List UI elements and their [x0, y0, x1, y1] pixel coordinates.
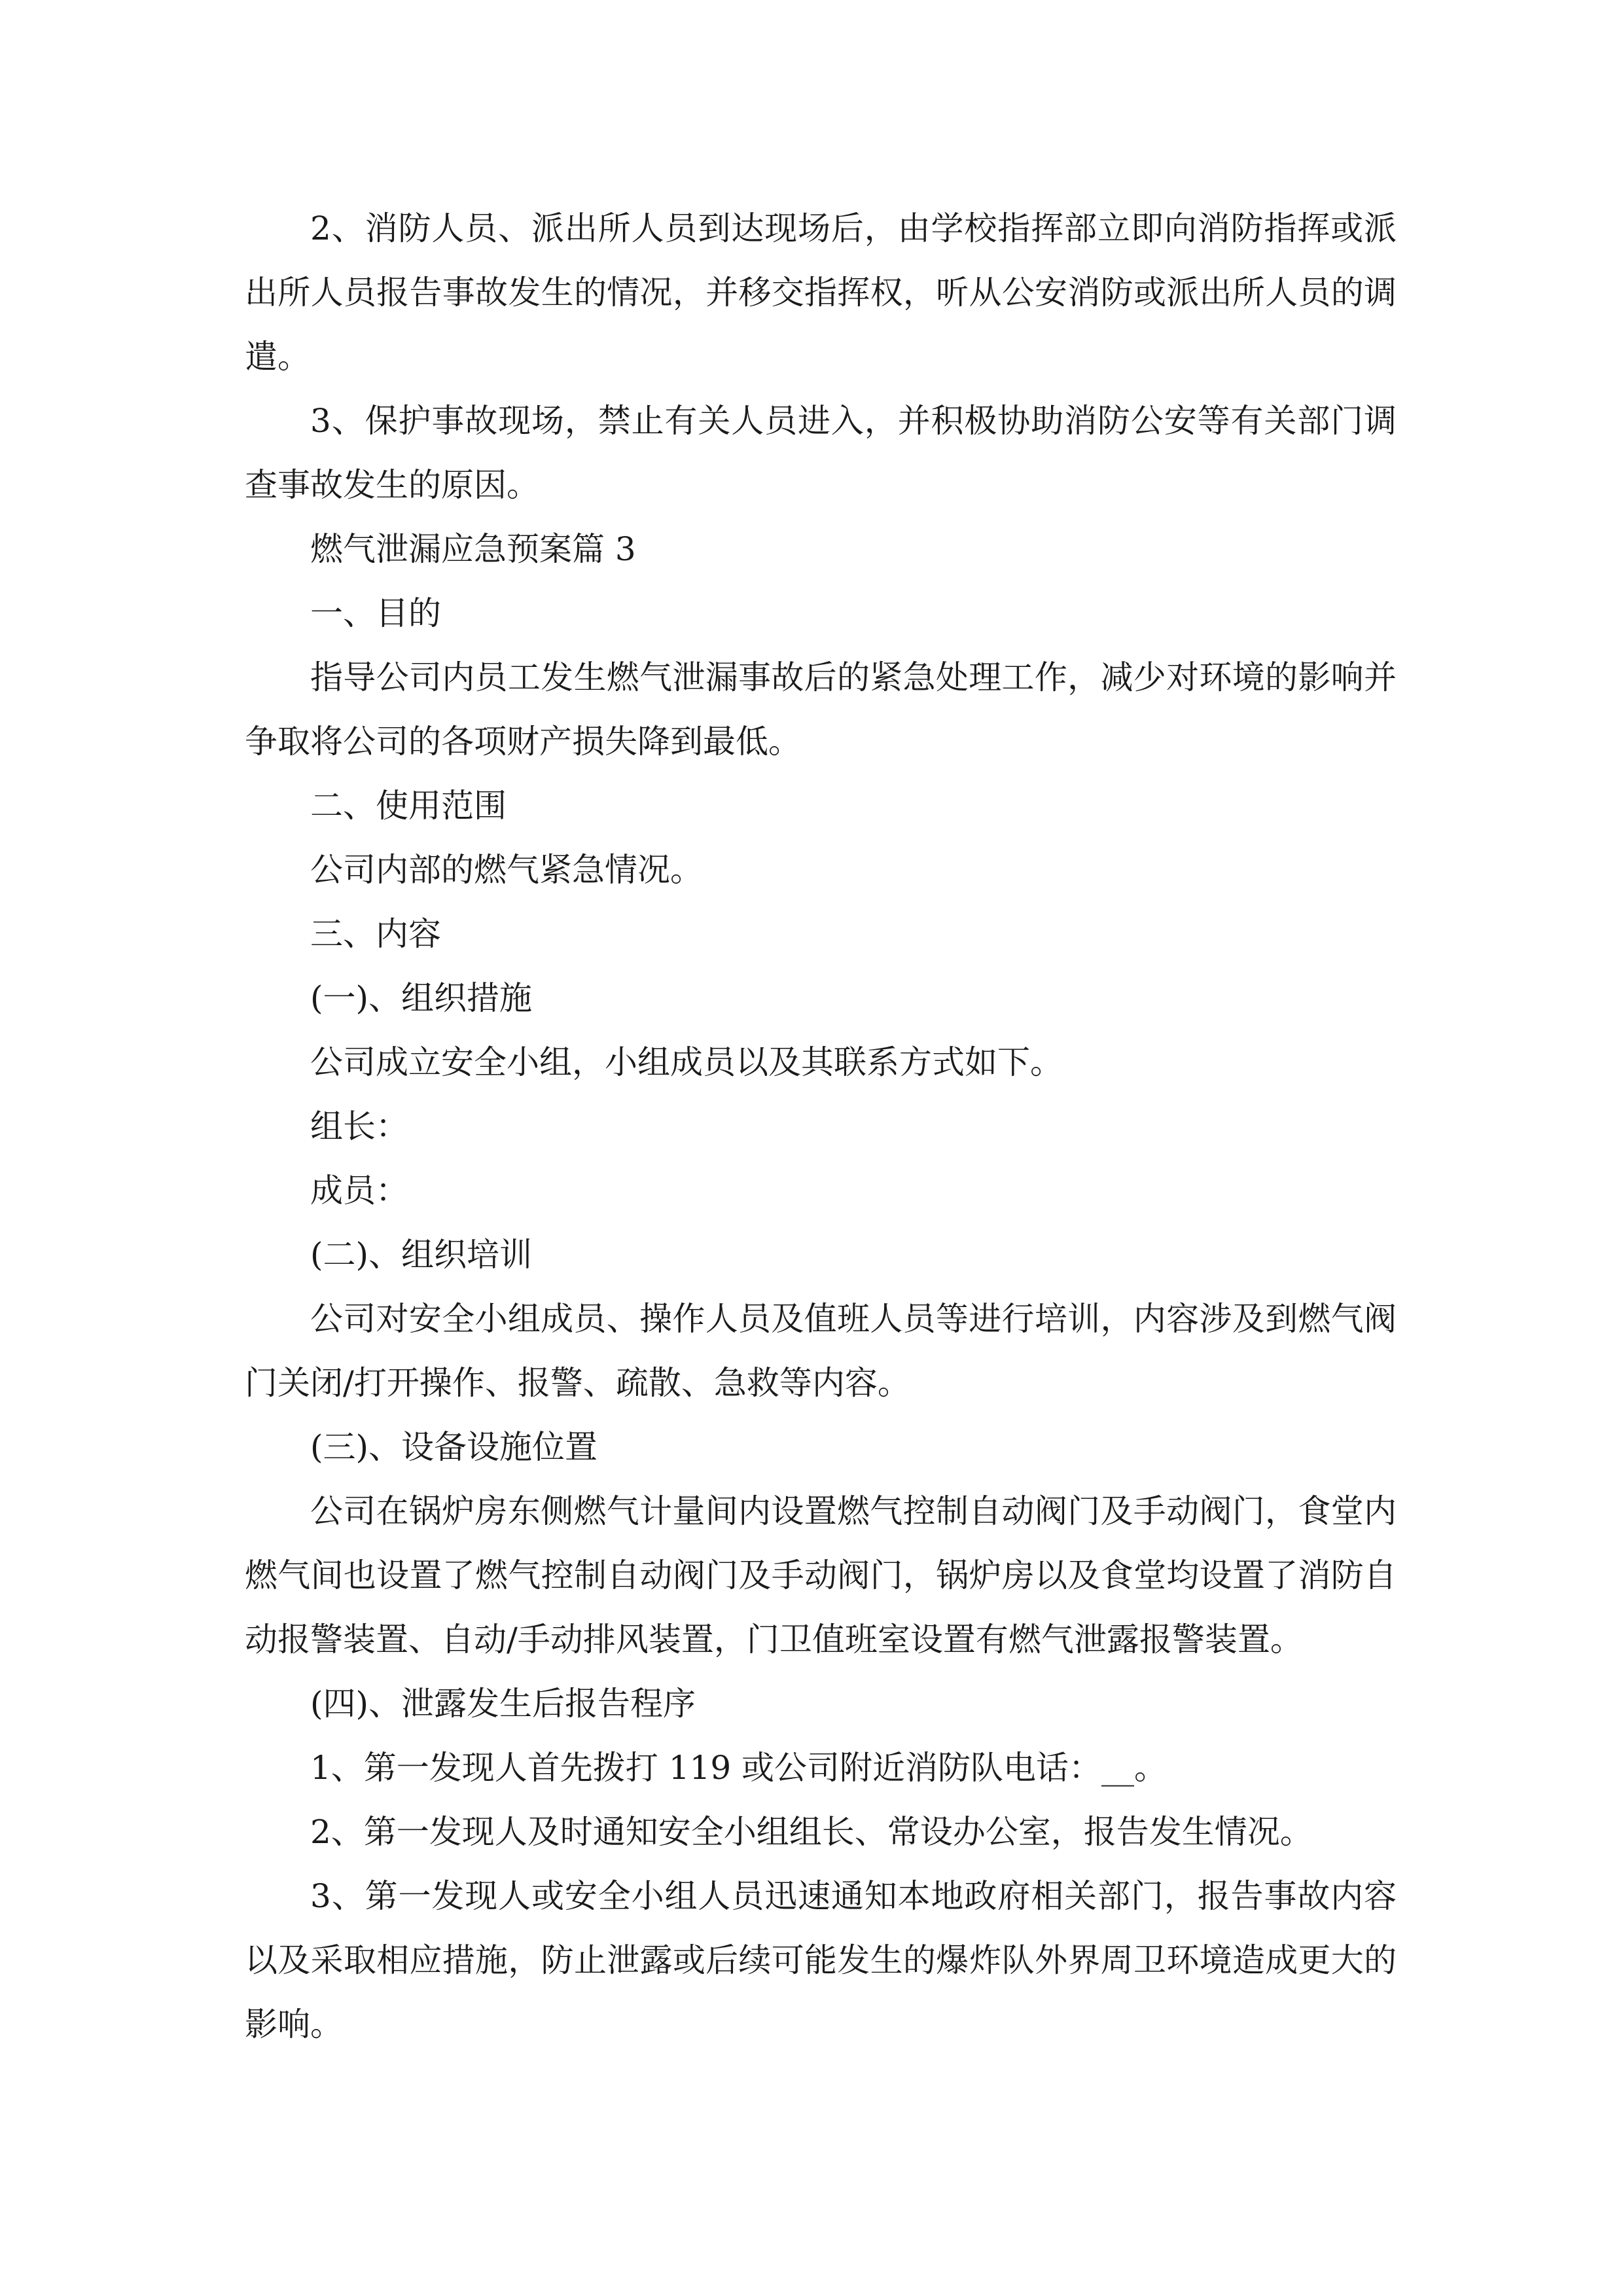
subheading-equipment: (三)、设备设施位置 — [310, 1428, 598, 1466]
field-leader: 组长： — [310, 1107, 408, 1145]
paragraph: 公司在锅炉房东侧燃气计量间内设置燃气控制自动阀门及手动阀门，食堂内燃气间也设置了燃气控制自动阀门及手动阀门，锅炉房以及食堂均设置了消防自动报警装置、自动/手动排风装置，门卫值班室设置有燃气泄露报警装置。 — [245, 1492, 1397, 1659]
field-members: 成员： — [310, 1172, 408, 1210]
paragraph: 公司内部的燃气紧急情况。 — [310, 851, 703, 889]
document-body — [245, 196, 1397, 2056]
paragraph: 公司成立安全小组，小组成员以及其联系方式如下。 — [310, 1043, 1063, 1081]
heading-scope: 二、使用范围 — [310, 787, 507, 825]
paragraph: 3、保护事故现场，禁止有关人员进入，并积极协助消防公安等有关部门调查事故发生的原因。 — [245, 402, 1397, 504]
subheading-training: (二)、组织培训 — [310, 1236, 533, 1274]
section-title: 燃气泄漏应急预案篇 3 — [310, 530, 636, 568]
subheading-reporting: (四)、泄露发生后报告程序 — [310, 1685, 696, 1723]
heading-content: 三、内容 — [310, 915, 441, 953]
paragraph: 1、第一发现人首先拨打 119 或公司附近消防队电话：__。 — [310, 1749, 1168, 1787]
paragraph: 2、消防人员、派出所人员到达现场后，由学校指挥部立即向消防指挥或派出所人员报告事故发生的情况，并移交指挥权，听从公安消防或派出所人员的调遣。 — [245, 209, 1397, 376]
paragraph: 2、第一发现人及时通知安全小组组长、常设办公室，报告发生情况。 — [310, 1813, 1313, 1851]
paragraph: 公司对安全小组成员、操作人员及值班人员等进行培训，内容涉及到燃气阀门关闭/打开操作、报警、疏散、急救等内容。 — [245, 1300, 1397, 1402]
subheading-organization: (一)、组织措施 — [310, 979, 533, 1017]
paragraph: 指导公司内员工发生燃气泄漏事故后的紧急处理工作，减少对环境的影响并争取将公司的各项财产损失降到最低。 — [245, 658, 1397, 761]
heading-purpose: 一、目的 — [310, 594, 441, 632]
paragraph: 3、第一发现人或安全小组人员迅速通知本地政府相关部门，报告事故内容以及采取相应措施，防止泄露或后续可能发生的爆炸队外界周卫环境造成更大的影响。 — [245, 1877, 1397, 2043]
